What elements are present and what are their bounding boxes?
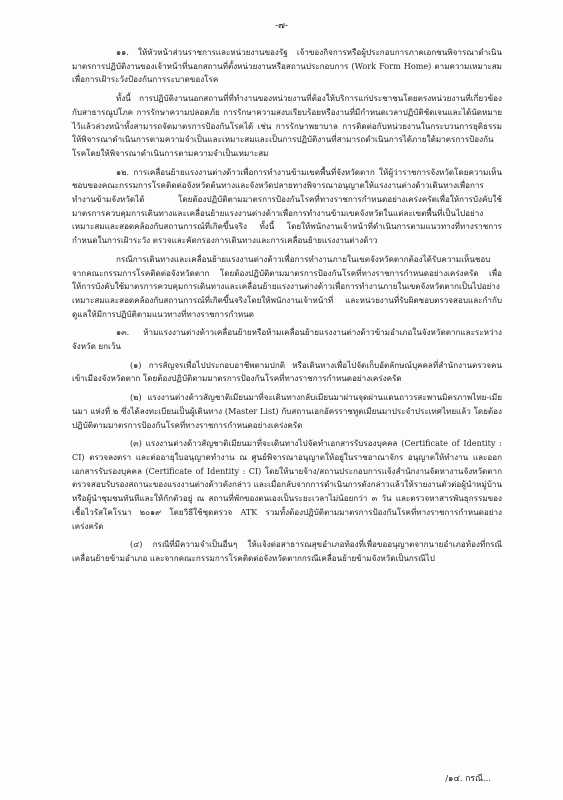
next-page-marker: /๑๔. กรณี... bbox=[445, 774, 491, 784]
paragraph-13-item-3: (๓) แรงงานต่างด้าวสัญชาติเมียนมาที่จะเดินทางไปจัดทำเอกสารรับรองบุคคล (Certificate of Identity : CI) ตรวจลงตรา และต่ออายุใบอนุญาตทำงาน ณ ศูนย์พิจารณาอนุญาตให้อยู่ในราชอาณาจักร อนุญาตให้ทำงาน และออกเอกสารรับรองบุคคล (Certificate of Identity : CI) โดยให้นายจ้าง/สถานประกอบการแจ้งสำนักงานจัดหางานจังหวัดตากตรวจสอบรับรองสถานะของแรงงานต่างด้าวดังกล่าว และเมื่อกลับจากการดำเนินการดังกล่าวแล้วให้รายงานตัวต่อผู้นำหมู่บ้านหรือผู้นำชุมชนทันทีและให้กักตัวอยู่ ณ สถานที่พักของตนเองเป็นระยะเวลาไม่น้อยกว่า ๓ วัน และตรวจหาสารพันธุกรรมของเชื้อไวรัสโคโรนา ๒๐๑๙ โดยวิธีใช้ชุดตรวจ ATK รวมทั้งต้องปฏิบัติตามมาตรการป้องกันโรคที่ทางราชการกำหนดอย่างเคร่งครัด bbox=[72, 438, 502, 531]
paragraph-13-item-2: (๒) แรงงานต่างด้าวสัญชาติเมียนมาที่จะเดินทางกลับเมียนมาผ่านจุดผ่านแดนถาวรสะพานมิตรภาพไทย-เมียนมา แห่งที่ ๒ ซึ่งได้ลงทะเบียนเป็นผู้เดินทาง (Master List) กับสถานเอกอัครราชทูตเมียนมาประจำประเทศไทยแล้ว โดยต้องปฏิบัติตามมาตรการป้องกันโรคที่ทางราชการกำหนดอย่างเคร่งครัด bbox=[72, 392, 502, 430]
paragraph-12-internal-travel: กรณีการเดินทางและเคลื่อนย้ายแรงงานต่างด้าวเพื่อการทำงานภายในเขตจังหวัดตากต้องได้รับความเห็นชอบจากคณะกรรมการโรคติดต่อจังหวัดตาก โดยต้องปฏิบัติตามมาตรการป้องกันโรคที่ทางราชการกำหนดอย่างเคร่งครัด เพื่อให้การบังคับใช้มาตรการควบคุมการเดินทางและเคลื่อนย้ายแรงงานต่างด้าวเพื่อการทำงานภายในเขตจังหวัดตากเป็นไปอย่างเหมาะสมและสอดคล้องกับสถานการณ์ที่เกิดขึ้นจริงโดยให้พนักงานเจ้าหน้าที่ และหน่วยงานที่รับผิดชอบตรวจสอบและกำกับดูแลให้มีการปฏิบัติตามแนวทางที่ทางราชการกำหนด bbox=[72, 253, 502, 319]
paragraph-13: ๑๓. ห้ามแรงงานต่างด้าวเคลื่อนย้ายหรือห้ามเคลื่อนย้ายแรงงานต่างด้าวข้ามอำเภอในจังหวัดตากและระหว่างจังหวัด ยกเว้น bbox=[72, 327, 502, 352]
paragraph-13-item-4: (๔) กรณีที่มีความจำเป็นอื่นๆ ให้แจ้งต่อสาธารณสุขอำเภอท้องที่เพื่อขออนุญาตจากนายอำเภอท้องที่กรณีเคลื่อนย้ายข้ามอำเภอ และจากคณะกรรมการโรคติดต่อจังหวัดตากกรณีเคลื่อนย้ายข้ามจังหวัดเป็นกรณีไป bbox=[72, 539, 502, 563]
page-number: -๗- bbox=[275, 21, 288, 31]
document-body bbox=[72, 46, 502, 571]
paragraph-13-item-1: (๑) การสัญจรเพื่อไปประกอบอาชีพตามปกติ หรือเดินทางเพื่อไปจัดเก็บอัตลักษณ์บุคคลที่สำนักงานตรวจคนเข้าเมืองจังหวัดตาก โดยต้องปฏิบัติตามมาตรการป้องกันโรคที่ทางราชการกำหนดอย่างเคร่งครัด bbox=[72, 359, 502, 384]
paragraph-11-note: ทั้งนี้ การปฏิบัติงานนอกสถานที่ที่ทำงานของหน่วยงานที่ต้องให้บริการแก่ประชาชนโดยตรงหน่วยงานที่เกี่ยวข้องกับสาธารณูปโภค การรักษาความปลอดภัย การรักษาความสงบเรียบร้อยหรืองานที่มีกำหนดเวลาปฏิบัติชัดเจนและได้นัดหมายไว้แล้วล่วงหน้าทั้งสามารถจัดมาตรการป้องกันโรคได้ เช่น การรักษาพยาบาล การติดต่อกับหน่วยงานในกระบวนการยุติธรรม ให้พิจารณาดำเนินการตามความจำเป็นและเหมาะสมและเป็นการปฏิบัติงานที่สามารถดำเนินการได้ภายใต้มาตรการป้องกันโรคโดยให้พิจารณาดำเนินการตามความจำเป็นเหมาะสม bbox=[72, 93, 502, 158]
paragraph-12: ๑๒. การเคลื่อนย้ายแรงงานต่างด้าวเพื่อการทำงานข้ามเขตพื้นที่จังหวัดตาก ให้ผู้ว่าราชการจังหวัดโดยความเห็นชอบของคณะกรรมการโรคติดต่อจังหวัดต้นทางและจังหวัดปลายทางพิจารณาอนุญาตให้แรงงานต่างด้าวเดินทางเพื่อการทำงานข้ามจังหวัดได้ โดยต้องปฏิบัติตามมาตรการป้องกันโรคที่ทางราชการกำหนดอย่างเคร่งครัดเพื่อให้การบังคับใช้มาตรการควบคุมการเดินทางและเคลื่อนย้ายแรงงานต่างด้าวเพื่อการทำงานข้ามเขตจังหวัดในแต่ละเขตพื้นที่เป็นไปอย่างเหมาะสมและสอดคล้องกับสถานการณ์ที่เกิดขึ้นจริง ทั้งนี้ โดยให้พนักงานเจ้าหน้าที่ดำเนินการตามแนวทางที่ทางราชการกำหนดในการเฝ้าระวัง ตรวจและคัดกรองการเดินทางและการเคลื่อนย้ายแรงงานต่างด้าว bbox=[72, 166, 502, 246]
paragraph-11: ๑๑. ให้หัวหน้าส่วนราชการและหน่วยงานของรัฐ เจ้าของกิจการหรือผู้ประกอบการภาคเอกชนพิจารณาดำเนินมาตรการปฏิบัติงานของเจ้าหน้าที่นอกสถานที่ตั้งหน่วยงานหรือสถานประกอบการ (Work Form Home) ตามความเหมาะสมเพื่อการเฝ้าระวังป้องกันการระบาดของโรค bbox=[72, 47, 502, 85]
